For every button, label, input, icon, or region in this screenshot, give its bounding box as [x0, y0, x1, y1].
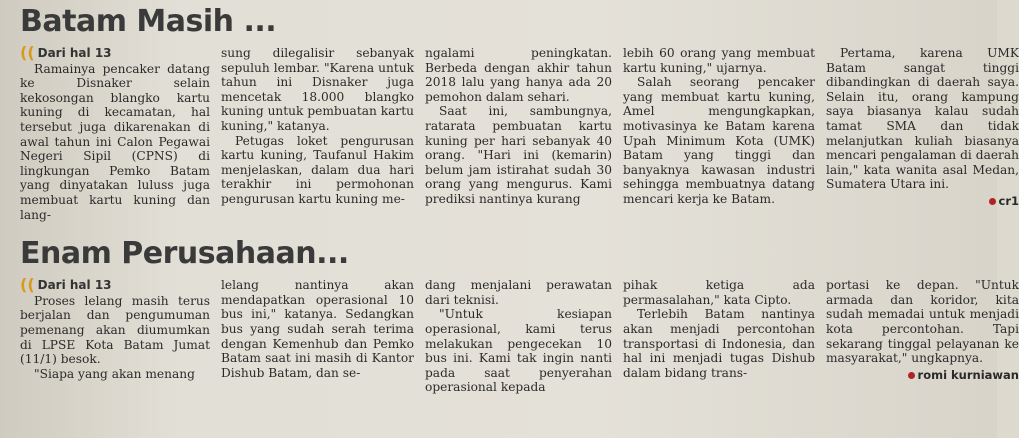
article-batam-masih [20, 4, 1019, 222]
article1-paragraph: Saat ini, sambungnya, ratarata pembuatan kartu kuning per hari sebanyak 40 orang. "Hari ini (kemarin) belum jam istirahat sudah 30 orang yang mengurus. Kami prediksi nantinya kurang [425, 104, 612, 206]
quote-marks-icon: (( [20, 275, 35, 295]
article2-paragraph: lelang nantinya akan mendapatkan operasional 10 bus ini," katanya. Sedangkan bus yang sudah serah terima dengan Kemenhub dan Pemko Batam saat ini masih di Kantor Dishub Batam, dan se- [221, 278, 414, 380]
quote-marks-icon: (( [20, 43, 35, 63]
article2-paragraph: pihak ketiga ada permasalahan," kata Cipto. [623, 278, 815, 307]
article2-paragraph: Terlebih Batam nantinya akan menjadi percontohan transportasi di Indonesia, dan hal ini menjadi tugas Dishub dalam bidang trans- [623, 307, 815, 380]
article2-paragraph: dang menjalani perawatan dari teknisi. [425, 278, 612, 307]
article1-paragraph: lebih 60 orang yang membuat kartu kuning," ujarnya. [623, 46, 815, 75]
continued-from-label: (( Dari hal 13 [20, 275, 112, 295]
article1-paragraph: ngalami peningkatan. Berbeda dengan akhir tahun 2018 lalu yang hanya ada 20 pemohon dalam sehari. [425, 46, 612, 104]
article1-paragraph: sung dilegalisir sebanyak sepuluh lembar. "Karena untuk tahun ini Disnaker juga mencetak 18.000 blangko kuning untuk pembuatan kartu kuning," katanya. [221, 46, 414, 133]
article1-column-3 [425, 46, 612, 222]
article2-column-2 [221, 278, 414, 395]
article-divider [20, 222, 989, 234]
article2-column-1 [20, 275, 210, 395]
article2-columns [20, 275, 1019, 395]
article1-column-5 [826, 46, 1019, 222]
continued-from-label: (( Dari hal 13 [20, 43, 112, 63]
article2-headline: Enam Perusahaan... [20, 236, 349, 272]
article-enam-perusahaan [20, 236, 1019, 395]
article2-paragraph: portasi ke depan. "Untuk armada dan koridor, kita sudah memadai untuk menjadi kota percontohan. Tapi sekarang tinggal pelayanan ke masyarakat," ungkapnya. [826, 278, 1019, 366]
article1-columns [20, 43, 1019, 222]
article2-paragraph: "Untuk kesiapan operasional, kami terus melakukan pengecekan 10 bus ini. Kami tak ingin nanti pada saat penyerahan operasional kepada [425, 307, 612, 395]
article1-paragraph: Petugas loket pengurusan kartu kuning, Taufanul Hakim menjelaskan, dalam dua hari terakhir ini permohonan pengurusan kartu kuning me- [221, 133, 414, 206]
article1-headline: Batam Masih ... [20, 4, 277, 39]
article1-paragraph: Salah seorang pencaker yang membuat kartu kuning, Amel mengungkapkan, motivasinya ke Batam karena Upah Minimum Kota (UMK) Batam yang tinggi dan banyaknya kawasan industri sehingga membuatnya datang mencari kerja ke Batam. [623, 75, 815, 206]
article1-column-2 [221, 46, 414, 222]
article1-paragraph: Ramainya pencaker datang ke Disnaker selain kekosongan blangko kartu kuning di kecamatan, hal tersebut juga dikarenakan di awal tahun ini Calon Pegawai Negeri Sipil (CPNS) di lingkungan Pemko Batam yang dinyatakan luluss juga membuat kartu kuning dan lang- [20, 61, 210, 222]
bullet-dot-icon [989, 198, 996, 205]
article1-column-4 [623, 46, 815, 222]
article2-paragraph: Proses lelang masih terus berjalan dan pengumuman pemenang akan diumumkan di LPSE Kota Batam Jumat (11/1) besok. [20, 293, 210, 367]
article2-column-3 [425, 278, 612, 395]
article2-paragraph: "Siapa yang akan menang [34, 366, 195, 381]
bullet-dot-icon [908, 372, 915, 379]
article2-signature: romi kurniawan [826, 368, 1019, 383]
article1-column-1 [20, 43, 210, 222]
article1-paragraph: Pertama, karena UMK Batam sangat tinggi dibandingkan di daerah saya. Selain itu, orang kampung saya biasanya kalau sudah tamat SMA dan tidak melanjutkan kuliah biasanya mencari pengalaman di daerah lain," kata wanita asal Medan, Sumatera Utara ini. [826, 46, 1019, 192]
article2-column-5 [826, 278, 1019, 395]
article2-column-4 [623, 278, 815, 395]
article1-signature: cr1 [826, 194, 1019, 209]
